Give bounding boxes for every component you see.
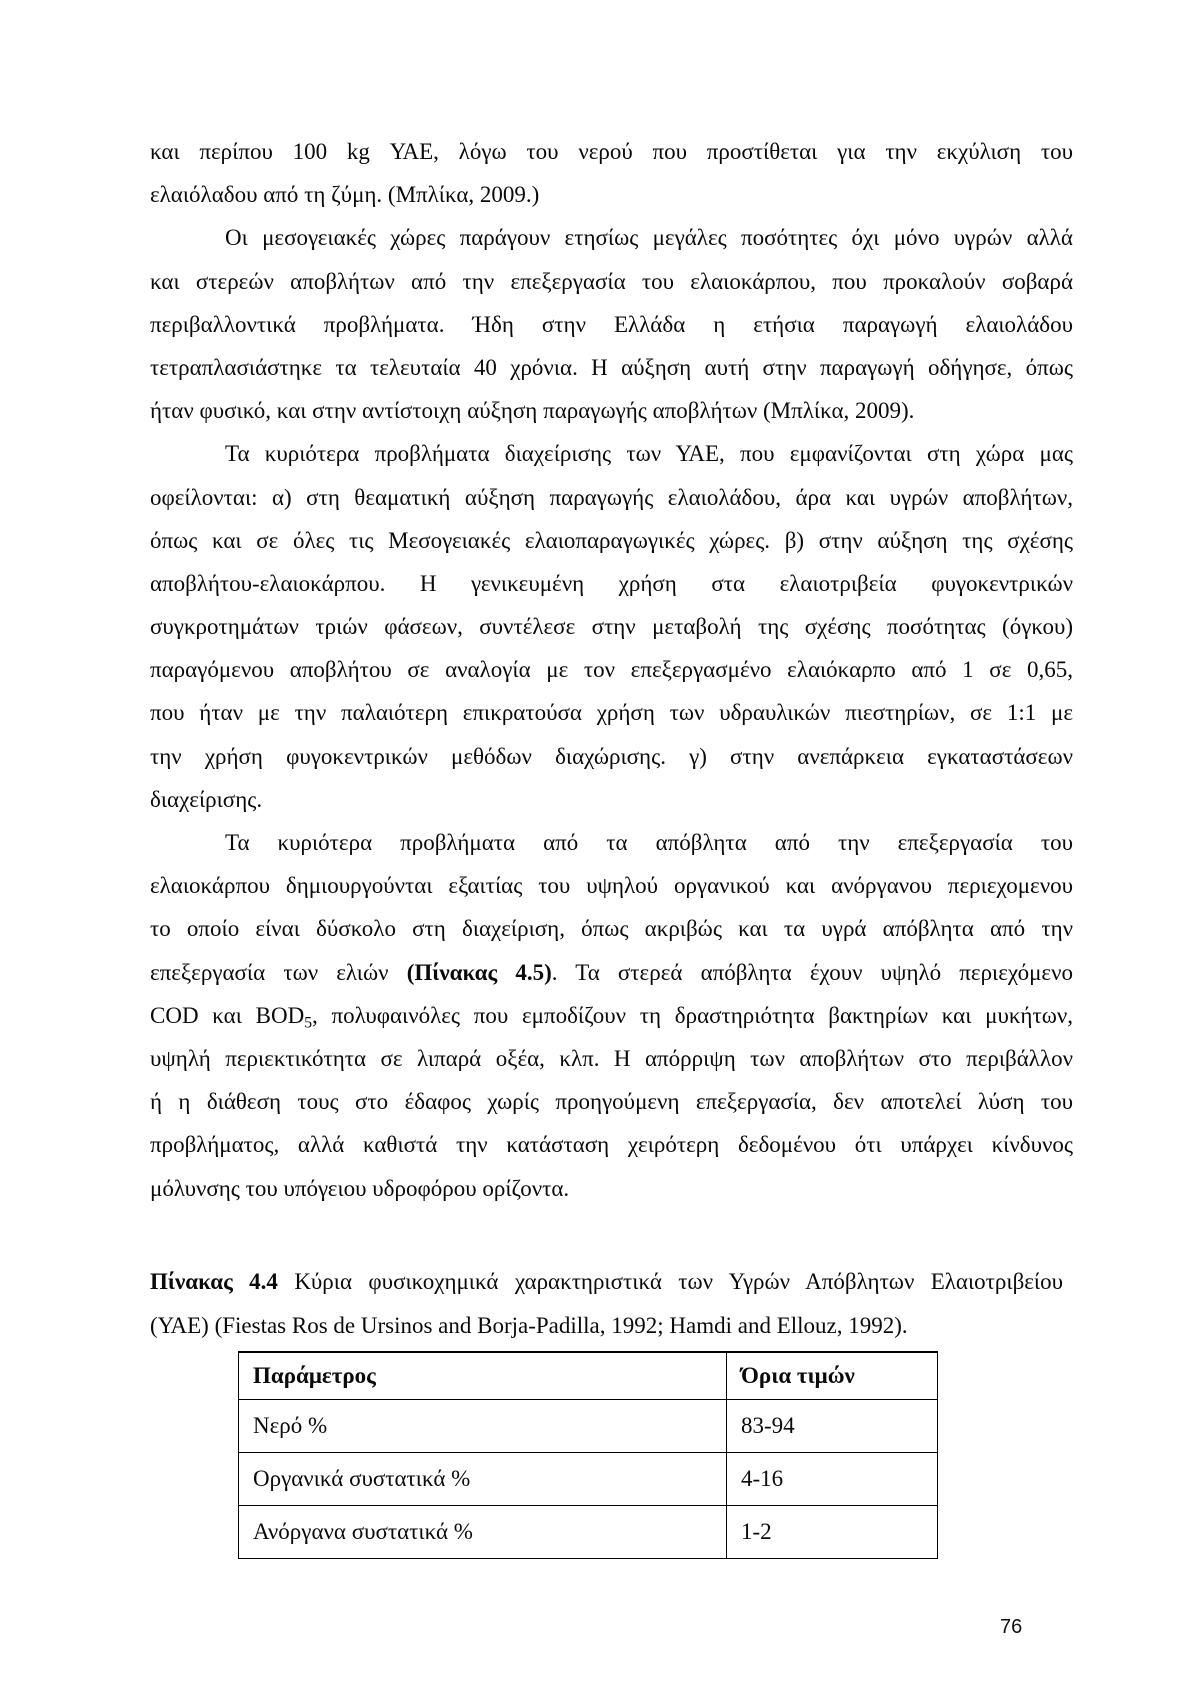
text-line: Τα κυριότερα προβλήματα διαχείρισης των ΥΑΕ, που εμφανίζονται στη χώρα μας	[225, 441, 1073, 467]
table-row	[239, 1453, 938, 1506]
table-cell: Ανόργανα συστατικά %	[239, 1506, 727, 1559]
text-line: τετραπλασιάστηκε τα τελευταία 40 χρόνια. Η αύξηση αυτή στην παραγωγή οδήγησε, όπως	[150, 354, 1073, 380]
page-number: 76	[1000, 1616, 1023, 1638]
text-line: αποβλήτου-ελαιοκάρπου. Η γενικευμένη χρήση στα ελαιοτριβεία φυγοκεντρικών	[150, 570, 1073, 596]
text-line: Τα κυριότερα προβλήματα από τα απόβλητα από την επεξεργασία του	[225, 830, 1073, 855]
text-line: μόλυνσης του υπόγειου υδροφόρου ορίζοντα.	[150, 1175, 570, 1201]
text-line: ήταν φυσικό, και στην αντίστοιχη αύξηση παραγωγής αποβλήτων (Μπλίκα, 2009).	[150, 398, 915, 424]
table-cell: Οργανικά συστατικά %	[239, 1453, 727, 1506]
text-line: την χρήση φυγοκεντρικών μεθόδων διαχώρισης. γ) στην ανεπάρκεια εγκαταστάσεων	[150, 743, 1073, 769]
table-cell: 1-2	[727, 1506, 938, 1559]
text-line: οφείλονται: α) στη θεαματική αύξηση παραγωγής ελαιολάδου, άρα και υγρών αποβλήτων,	[150, 484, 1073, 510]
caption-title: Κύρια φυσικοχημικά χαρακτηριστικά των Υγρών Απόβλητων Ελαιοτριβείου	[294, 1269, 1064, 1294]
text-line: προβλήματος, αλλά καθιστά την κατάσταση χειρότερη δεδομένου ότι υπάρχει κίνδυνος	[150, 1132, 1073, 1158]
text-line: παραγόμενου αποβλήτου σε αναλογία με τον επεξεργασμένο ελαιόκαρπο από 1 σε 0,65,	[150, 657, 1073, 683]
parameters-table	[238, 1351, 938, 1559]
table-reference: (Πίνακας 4.5)	[406, 959, 552, 985]
subscript: 5	[304, 1014, 312, 1032]
table-row	[239, 1400, 938, 1453]
text-line: Οι μεσογειακές χώρες παράγουν ετησίως μεγάλες ποσότητες όχι μόνο υγρών αλλά	[225, 225, 1073, 251]
table-row	[239, 1506, 938, 1559]
table-header-row	[239, 1352, 938, 1400]
text-line: διαχείρισης.	[150, 786, 263, 812]
text-line: περιβαλλοντικά προβλήματα. Ήδη στην Ελλάδα η ετήσια παραγωγή ελαιολάδου	[150, 311, 1073, 337]
text-line: και στερεών αποβλήτων από την επεξεργασία του ελαιοκάρπου, που προκαλούν σοβαρά	[150, 268, 1073, 294]
table-cell: Νερό %	[239, 1400, 727, 1453]
table-caption	[150, 1260, 1063, 1348]
caption-source: (ΥΑΕ) (Fiestas Ros de Ursinos and Borja-Padilla, 1992; Hamdi and Ellouz, 1992).	[150, 1313, 908, 1338]
text-line: ελαιοκάρπου δημιουργούνται εξαιτίας του υψηλού οργανικού και ανόργανου περιεχομενου	[150, 873, 1073, 899]
text-line: όπως και σε όλες τις Μεσογειακές ελαιοπαραγωγικές χώρες. β) στην αύξηση της σχέσης	[150, 527, 1073, 553]
table-cell: 4-16	[727, 1453, 938, 1506]
text-segment: , πολυφαινόλες που εμποδίζουν τη δραστηριότητα βακτηρίων και μυκήτων,	[312, 1002, 1073, 1028]
text-line: υψηλή περιεκτικότητα σε λιπαρά οξέα, κλπ. Η απόρριψη των αποβλήτων στο περιβάλλον	[150, 1045, 1073, 1071]
text-line: ελαιόλαδου από τη ζύμη. (Μπλίκα, 2009.)	[150, 182, 540, 208]
caption-line	[150, 1260, 1063, 1304]
text-segment: COD και BOD	[150, 1002, 305, 1028]
text-segment: . Τα στερεά απόβλητα έχουν υψηλό περιεχόμενο	[551, 959, 1073, 985]
text-line: που ήταν με την παλαιότερη επικρατούσα χρήση των υδραυλικών πιεστηρίων, σε 1:1 με	[150, 700, 1073, 726]
body-text	[150, 130, 1073, 1210]
text-line	[150, 994, 1073, 1037]
text-line: συγκροτημάτων τριών φάσεων, συντέλεσε στην μεταβολή της σχέσης ποσότητας (όγκου)	[150, 614, 1073, 640]
table-header-cell: Παράμετρος	[239, 1352, 727, 1400]
text-line: και περίπου 100 kg ΥΑΕ, λόγω του νερού που προστίθεται για την εκχύλιση του	[150, 139, 1073, 164]
caption-label: Πίνακας 4.4	[150, 1269, 278, 1294]
text-line	[150, 951, 1073, 994]
table-cell: 83-94	[727, 1400, 938, 1453]
text-segment: επεξεργασία των ελιών	[150, 959, 389, 985]
text-line: το οποίο είναι δύσκολο στη διαχείριση, όπως ακριβώς και τα υγρά απόβλητα από την	[150, 916, 1073, 942]
table-header-cell: Όρια τιμών	[727, 1352, 938, 1400]
text-line: ή η διάθεση τους στο έδαφος χωρίς προηγούμενη επεξεργασία, δεν αποτελεί λύση του	[150, 1089, 1073, 1115]
